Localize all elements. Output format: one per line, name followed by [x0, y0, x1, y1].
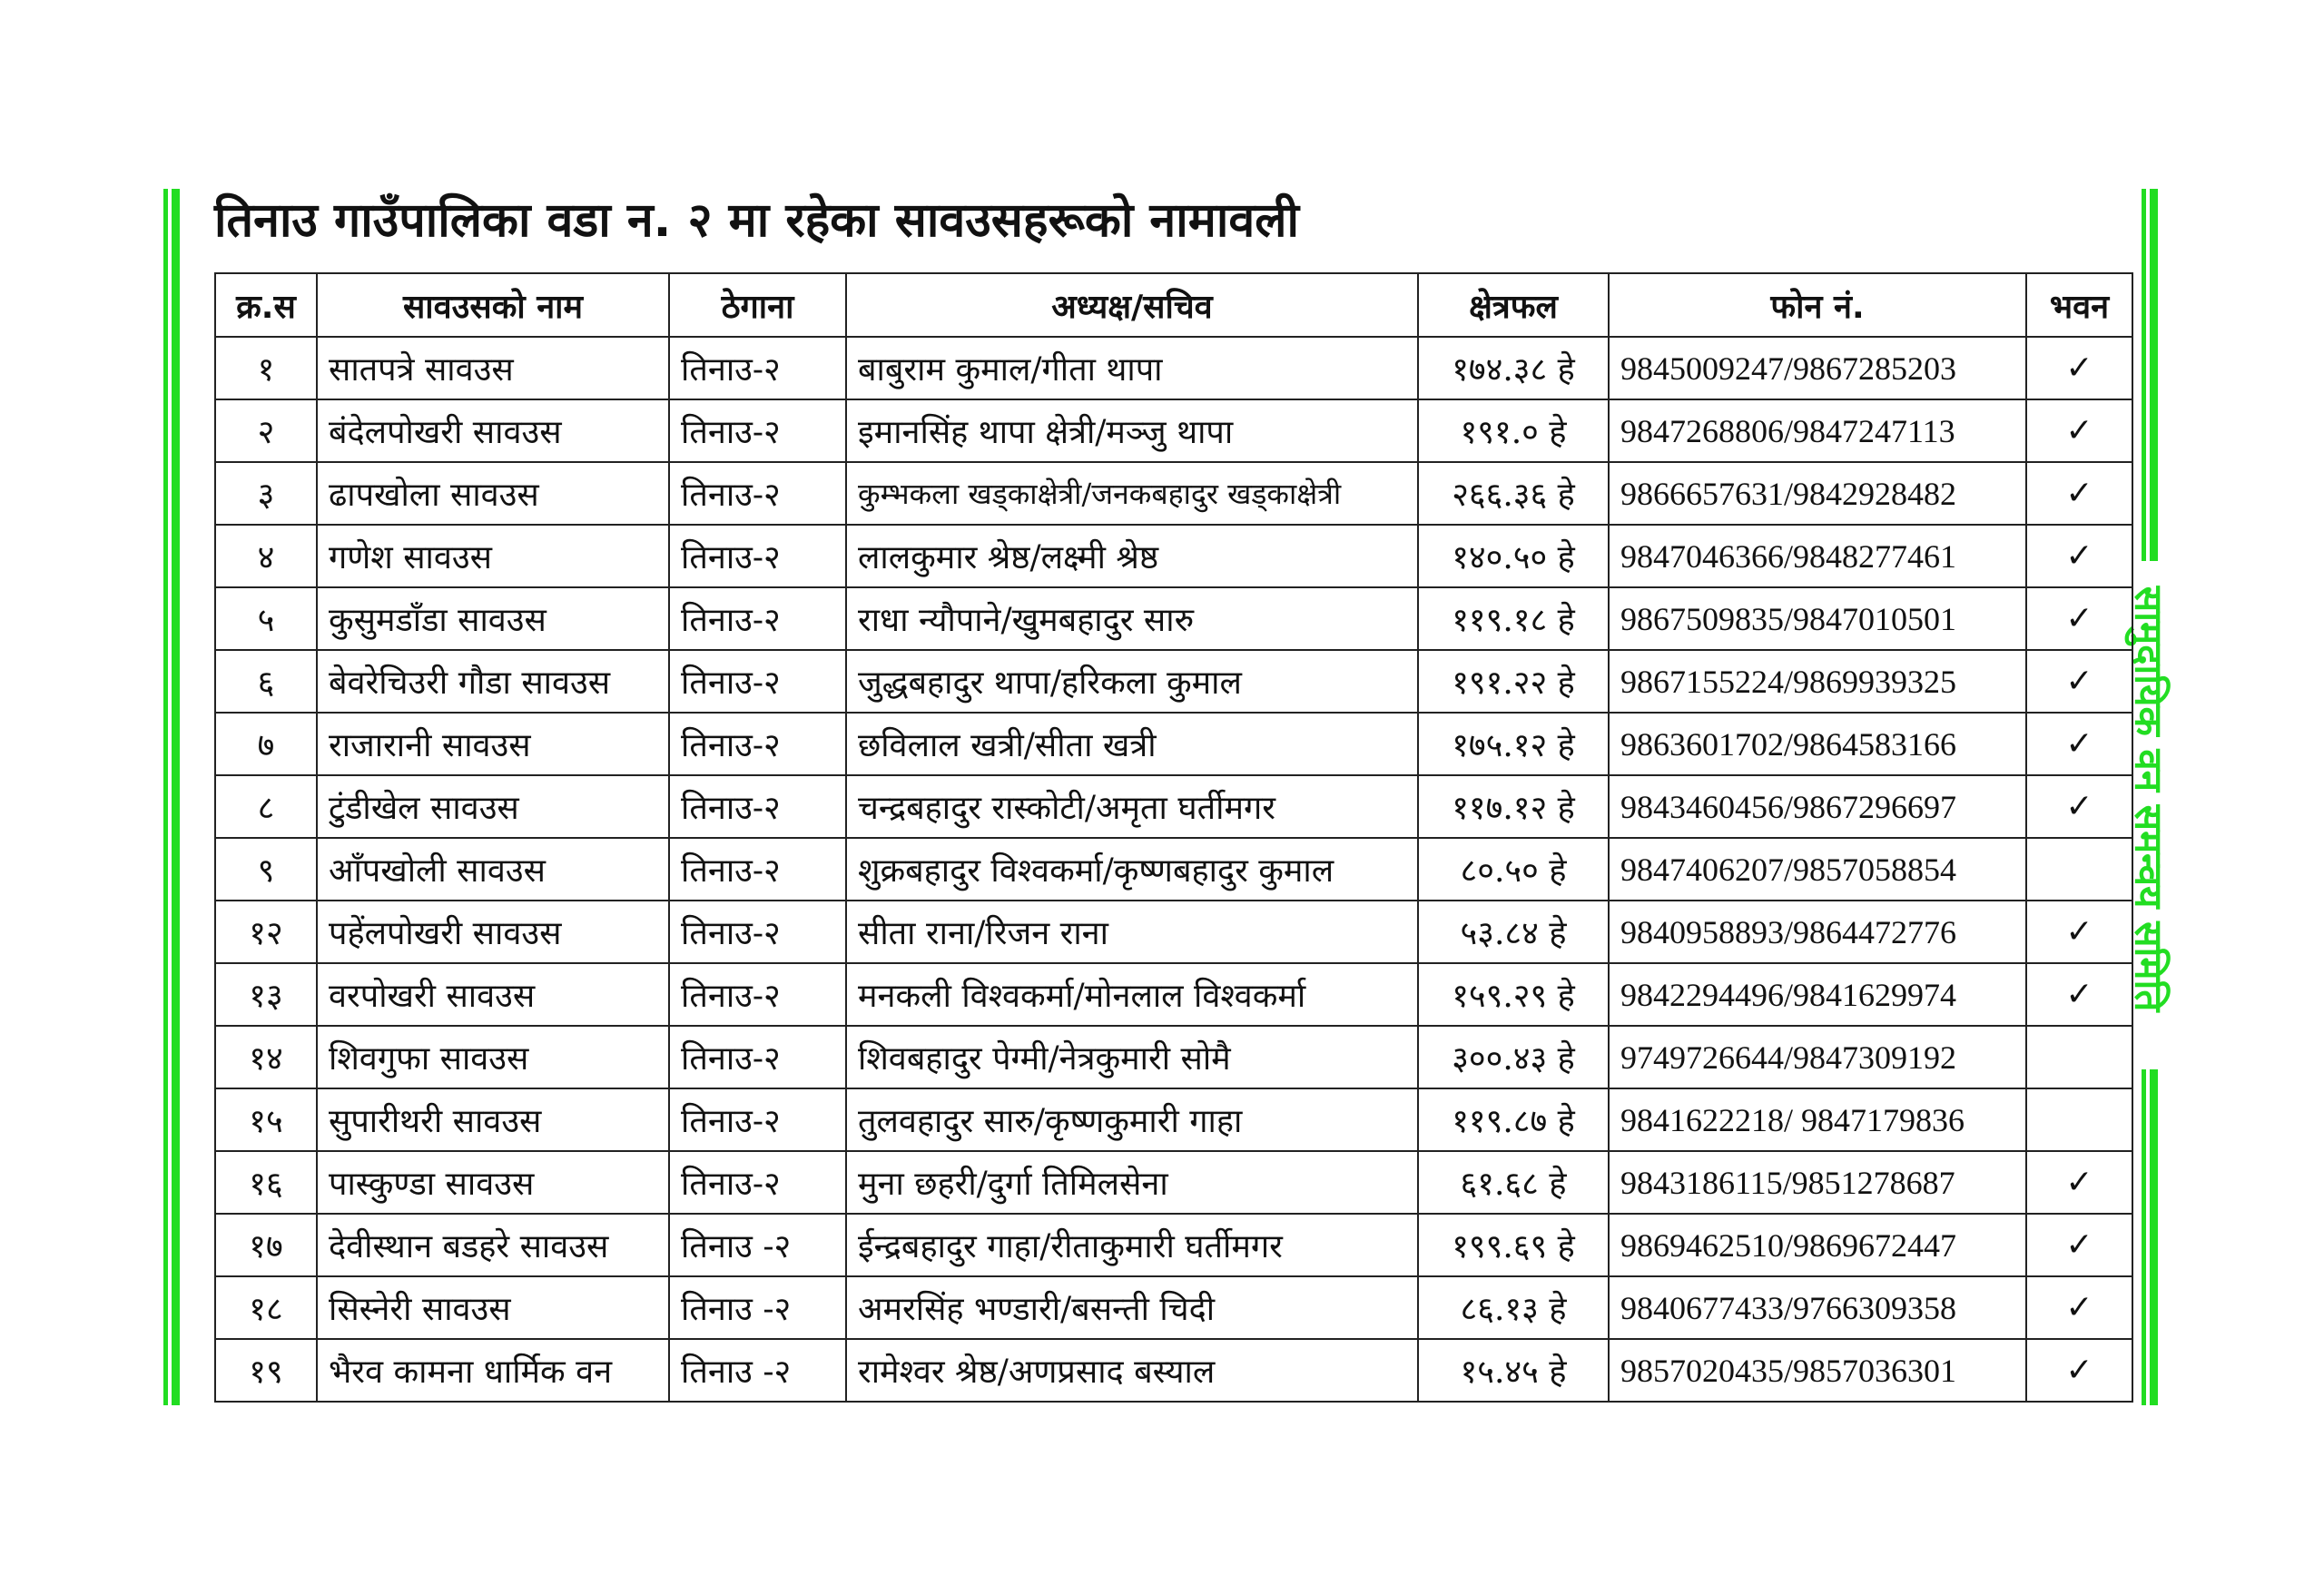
table-row: [215, 650, 2132, 713]
cell-name: ढापखोला सावउस: [317, 462, 669, 525]
header-name: सावउसको नाम: [317, 273, 669, 337]
table-row: [215, 1026, 2132, 1088]
cell-sn: ४: [215, 525, 317, 587]
cell-address: तिनाउ-२: [669, 337, 846, 399]
cell-area: ५३.८४ हे: [1418, 901, 1609, 963]
cell-phone: 9843186115/9851278687: [1609, 1151, 2026, 1214]
cell-name: वरपोखरी सावउस: [317, 963, 669, 1026]
checkmark-icon: ✓: [2026, 399, 2132, 462]
header-phone: फोन नं.: [1609, 273, 2026, 337]
cell-phone: 9857020435/9857036301: [1609, 1339, 2026, 1402]
cell-area: ११९.८७ हे: [1418, 1088, 1609, 1151]
cell-area: १७५.१२ हे: [1418, 713, 1609, 775]
header-sn: क्र.स: [215, 273, 317, 337]
cell-officers: शुक्रबहादुर विश्वकर्मा/कृष्णबहादुर कुमाल: [846, 838, 1418, 901]
cell-sn: ५: [215, 587, 317, 650]
cell-sn: १८: [215, 1276, 317, 1339]
cell-officers: रामेश्वर श्रेष्ठ/अणप्रसाद बस्याल: [846, 1339, 1418, 1402]
checkmark-icon: ✓: [2026, 462, 2132, 525]
cell-area: ११७.१२ हे: [1418, 775, 1609, 838]
table-row: [215, 1151, 2132, 1214]
cell-area: १४०.५० हे: [1418, 525, 1609, 587]
cell-phone: 9847406207/9857058854: [1609, 838, 2026, 901]
cell-officers: छविलाल खत्री/सीता खत्री: [846, 713, 1418, 775]
cell-phone: 9867509835/9847010501: [1609, 587, 2026, 650]
cell-name: देवीस्थान बडहरे सावउस: [317, 1214, 669, 1276]
cell-name: टुंडीखेल सावउस: [317, 775, 669, 838]
cell-name: आँपखोली सावउस: [317, 838, 669, 901]
cell-address: तिनाउ-२: [669, 650, 846, 713]
table-header-row: [215, 273, 2132, 337]
checkmark-icon: ✓: [2026, 650, 2132, 713]
cell-sn: ३: [215, 462, 317, 525]
cell-area: १९९.६९ हे: [1418, 1214, 1609, 1276]
checkmark-icon: ✓: [2026, 1339, 2132, 1402]
cell-phone: 9840677433/9766309358: [1609, 1276, 2026, 1339]
cell-phone: 9843460456/9867296697: [1609, 775, 2026, 838]
table-row: [215, 337, 2132, 399]
cell-officers: लालकुमार श्रेष्ठ/लक्ष्मी श्रेष्ठ: [846, 525, 1418, 587]
table-row: [215, 901, 2132, 963]
cell-address: तिनाउ -२: [669, 1214, 846, 1276]
cell-officers: सीता राना/रिजन राना: [846, 901, 1418, 963]
cell-phone: 9869462510/9869672447: [1609, 1214, 2026, 1276]
cell-name: राजारानी सावउस: [317, 713, 669, 775]
cell-name: बंदेलपोखरी सावउस: [317, 399, 669, 462]
table-row: [215, 775, 2132, 838]
cell-officers: शिवबहादुर पेग्मी/नेत्रकुमारी सोमै: [846, 1026, 1418, 1088]
cell-phone: 9841622218/ 9847179836: [1609, 1088, 2026, 1151]
cell-officers: बाबुराम कुमाल/गीता थापा: [846, 337, 1418, 399]
cell-address: तिनाउ-२: [669, 525, 846, 587]
cell-phone: 9845009247/9867285203: [1609, 337, 2026, 399]
cell-address: तिनाउ-२: [669, 775, 846, 838]
cell-officers: चन्द्रबहादुर रास्कोटी/अमृता घर्तीमगर: [846, 775, 1418, 838]
cell-name: पहेंलपोखरी सावउस: [317, 901, 669, 963]
cell-area: १७४.३८ हे: [1418, 337, 1609, 399]
cell-sn: २: [215, 399, 317, 462]
cell-address: तिनाउ -२: [669, 1339, 846, 1402]
cell-area: १९१.० हे: [1418, 399, 1609, 462]
table-row: [215, 838, 2132, 901]
checkmark-icon: ✓: [2026, 775, 2132, 838]
cell-phone: 9863601702/9864583166: [1609, 713, 2026, 775]
checkmark-icon: ✓: [2026, 1151, 2132, 1214]
header-address: ठेगाना: [669, 273, 846, 337]
checkmark-icon: ✓: [2026, 901, 2132, 963]
cell-building: [2026, 1026, 2132, 1088]
table-row: [215, 399, 2132, 462]
cell-name: सुपारीथरी सावउस: [317, 1088, 669, 1151]
cell-address: तिनाउ-२: [669, 901, 846, 963]
side-label: सामुदायिक वन समन्वय समिति: [2126, 586, 2171, 1012]
header-officers: अध्यक्ष/सचिव: [846, 273, 1418, 337]
cell-name: सातपत्रे सावउस: [317, 337, 669, 399]
cell-sn: ६: [215, 650, 317, 713]
cell-address: तिनाउ-२: [669, 963, 846, 1026]
header-building: भवन: [2026, 273, 2132, 337]
cell-sn: ८: [215, 775, 317, 838]
cell-name: भैरव कामना धार्मिक वन: [317, 1339, 669, 1402]
cell-address: तिनाउ-२: [669, 838, 846, 901]
cell-address: तिनाउ-२: [669, 1088, 846, 1151]
cell-name: कुसुमडाँडा सावउस: [317, 587, 669, 650]
cell-phone: 9847046366/9848277461: [1609, 525, 2026, 587]
cell-sn: १३: [215, 963, 317, 1026]
table-row: [215, 1214, 2132, 1276]
cell-phone: 9866657631/9842928482: [1609, 462, 2026, 525]
table-row: [215, 963, 2132, 1026]
checkmark-icon: ✓: [2026, 587, 2132, 650]
cell-phone: 9749726644/9847309192: [1609, 1026, 2026, 1088]
table-row: [215, 713, 2132, 775]
cell-officers: मुना छहरी/दुर्गा तिमिलसेना: [846, 1151, 1418, 1214]
cell-address: तिनाउ-२: [669, 713, 846, 775]
page-title: तिनाउ गाउँपालिका वडा न. २ मा रहेका सावउसहरूको नामावली: [214, 193, 1299, 248]
checkmark-icon: ✓: [2026, 1276, 2132, 1339]
table-row: [215, 1339, 2132, 1402]
cell-address: तिनाउ-२: [669, 1026, 846, 1088]
cell-address: तिनाउ -२: [669, 1276, 846, 1339]
cell-area: १९१.२२ हे: [1418, 650, 1609, 713]
cell-address: तिनाउ-२: [669, 399, 846, 462]
cell-area: ११९.१८ हे: [1418, 587, 1609, 650]
table-row: [215, 1088, 2132, 1151]
cell-phone: 9867155224/9869939325: [1609, 650, 2026, 713]
cell-sn: १९: [215, 1339, 317, 1402]
checkmark-icon: ✓: [2026, 525, 2132, 587]
cell-officers: राधा न्यौपाने/खुमबहादुर सारु: [846, 587, 1418, 650]
forest-user-group-table: [214, 272, 2133, 1403]
cell-sn: ७: [215, 713, 317, 775]
checkmark-icon: ✓: [2026, 713, 2132, 775]
cell-officers: इमानसिंह थापा क्षेत्री/मञ्जु थापा: [846, 399, 1418, 462]
cell-area: १५.४५ हे: [1418, 1339, 1609, 1402]
cell-name: सिस्नेरी सावउस: [317, 1276, 669, 1339]
cell-building: [2026, 1088, 2132, 1151]
cell-address: तिनाउ-२: [669, 587, 846, 650]
cell-area: ८०.५० हे: [1418, 838, 1609, 901]
cell-sn: ९: [215, 838, 317, 901]
cell-area: ६१.६८ हे: [1418, 1151, 1609, 1214]
cell-area: १५९.२९ हे: [1418, 963, 1609, 1026]
cell-building: [2026, 838, 2132, 901]
cell-officers: जुद्धबहादुर थापा/हरिकला कुमाल: [846, 650, 1418, 713]
table-row: [215, 1276, 2132, 1339]
cell-officers: तुलवहादुर सारु/कृष्णकुमारी गाहा: [846, 1088, 1418, 1151]
cell-address: तिनाउ-२: [669, 1151, 846, 1214]
cell-officers: मनकली विश्वकर्मा/मोनलाल विश्वकर्मा: [846, 963, 1418, 1026]
cell-sn: १: [215, 337, 317, 399]
cell-sn: १४: [215, 1026, 317, 1088]
cell-officers: अमरसिंह भण्डारी/बसन्ती चिदी: [846, 1276, 1418, 1339]
checkmark-icon: ✓: [2026, 1214, 2132, 1276]
cell-name: गणेश सावउस: [317, 525, 669, 587]
table-row: [215, 525, 2132, 587]
cell-officers: ईन्द्रबहादुर गाहा/रीताकुमारी घर्तीमगर: [846, 1214, 1418, 1276]
checkmark-icon: ✓: [2026, 963, 2132, 1026]
cell-phone: 9842294496/9841629974: [1609, 963, 2026, 1026]
cell-sn: १७: [215, 1214, 317, 1276]
left-green-border: [163, 189, 182, 1405]
cell-name: शिवगुफा सावउस: [317, 1026, 669, 1088]
cell-area: ८६.१३ हे: [1418, 1276, 1609, 1339]
cell-officers: कुम्भकला खड्काक्षेत्री/जनकबहादुर खड्काक्षेत्री: [846, 462, 1418, 525]
cell-sn: १५: [215, 1088, 317, 1151]
cell-name: बेवरेचिउरी गौडा सावउस: [317, 650, 669, 713]
cell-phone: 9847268806/9847247113: [1609, 399, 2026, 462]
cell-phone: 9840958893/9864472776: [1609, 901, 2026, 963]
table-row: [215, 587, 2132, 650]
table-row: [215, 462, 2132, 525]
cell-name: पास्कुण्डा सावउस: [317, 1151, 669, 1214]
cell-sn: १२: [215, 901, 317, 963]
cell-area: ३००.४३ हे: [1418, 1026, 1609, 1088]
cell-sn: १६: [215, 1151, 317, 1214]
cell-address: तिनाउ-२: [669, 462, 846, 525]
checkmark-icon: ✓: [2026, 337, 2132, 399]
cell-area: २६६.३६ हे: [1418, 462, 1609, 525]
header-area: क्षेत्रफल: [1418, 273, 1609, 337]
